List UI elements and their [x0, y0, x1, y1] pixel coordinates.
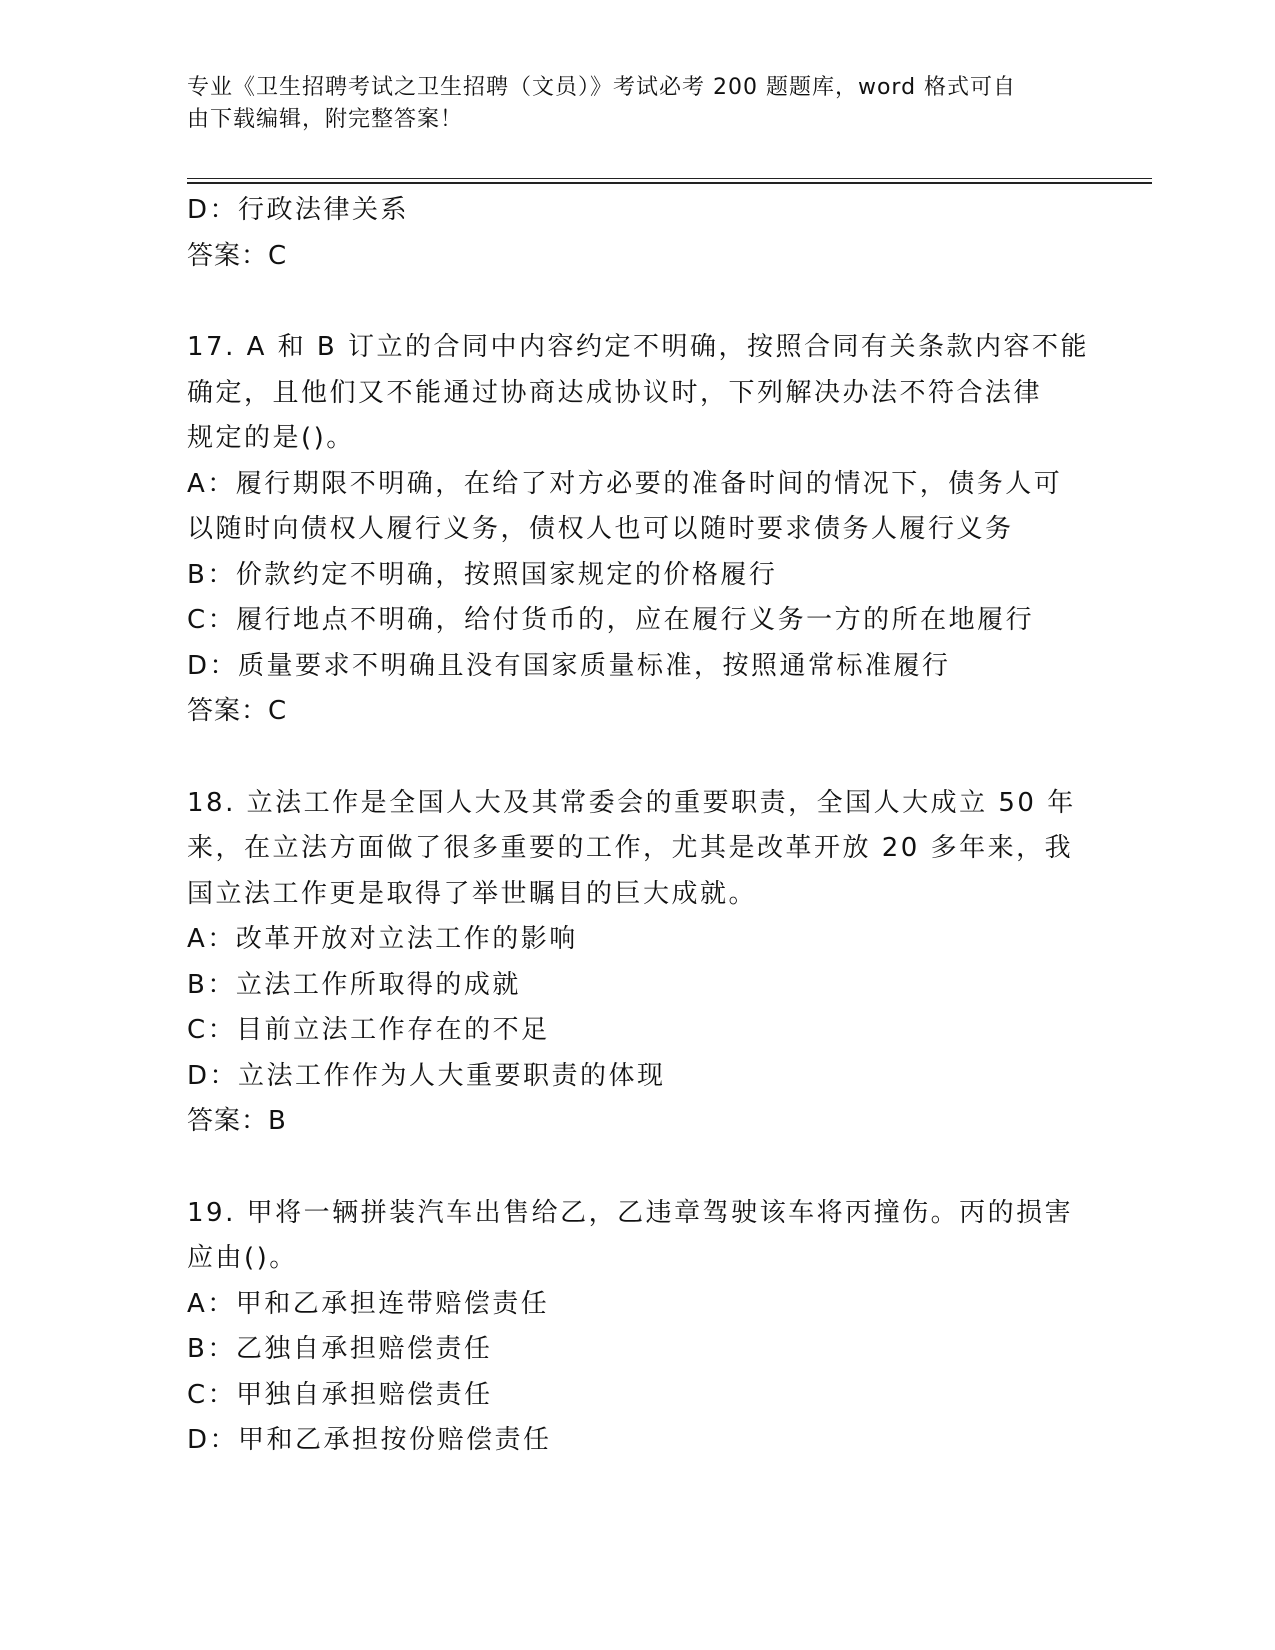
option-d: D：立法工作作为人大重要职责的体现: [187, 1060, 666, 1091]
header-line-1: 专业《卫生招聘考试之卫生招聘（文员）》考试必考 200 题题库，word 格式可自: [187, 75, 1017, 100]
header-line-2: 由下载编辑，附完整答案！: [187, 107, 464, 132]
answer-line: 答案：B: [187, 1106, 287, 1136]
question-stem-line: 17. A 和 B 订立的合同中内容约定不明确，按照合同有关条款内容不能: [187, 332, 1090, 362]
header-divider-thin: [187, 178, 1152, 179]
option-a-continued: 以随时向债权人履行义务，债权人也可以随时要求债务人履行义务: [187, 514, 1014, 544]
answer-line: 答案：C: [187, 696, 288, 726]
question-stem-line: 19. 甲将一辆拼装汽车出售给乙，乙违章驾驶该车将丙撞伤。丙的损害: [187, 1197, 1074, 1228]
question-stem-line: 来，在立法方面做了很多重要的工作，尤其是改革开放 20 多年来，我: [187, 833, 1074, 863]
option-c: C：甲独自承担赔偿责任: [187, 1379, 493, 1410]
spacer: [187, 1145, 1087, 1191]
question-19: [187, 1191, 1087, 1464]
question-stem-line: 规定的是()。: [187, 423, 355, 453]
option-b: B：价款约定不明确，按照国家规定的价格履行: [187, 559, 778, 590]
document-header: [187, 72, 1067, 136]
option-c: C：履行地点不明确，给付货币的，应在履行义务一方的所在地履行: [187, 605, 1035, 635]
document-body: [187, 188, 1090, 1464]
question-stem-line: 18. 立法工作是全国人大及其常委会的重要职责，全国人大成立 50 年: [187, 787, 1076, 818]
spacer: [187, 735, 1087, 781]
option-a: A：履行期限不明确，在给了对方必要的准备时间的情况下，债务人可: [187, 468, 1063, 499]
question-stem-line: 确定，且他们又不能通过协商达成协议时，下列解决办法不符合法律: [187, 377, 1043, 408]
option-a: A：改革开放对立法工作的影响: [187, 924, 578, 954]
spacer: [187, 279, 1087, 325]
previous-question-tail: [187, 188, 1087, 279]
option-b: B：立法工作所取得的成就: [187, 969, 521, 1000]
option-a: A：甲和乙承担连带赔偿责任: [187, 1288, 550, 1319]
header-divider-thick: [187, 182, 1152, 184]
option-d: D：质量要求不明确且没有国家质量标准，按照通常标准履行: [187, 650, 951, 681]
option-b: B：乙独自承担赔偿责任: [187, 1334, 493, 1364]
option-d: D：行政法律关系: [187, 195, 410, 225]
question-stem-line: 应由()。: [187, 1243, 298, 1273]
answer-line: 答案：C: [187, 240, 288, 271]
option-c: C：目前立法工作存在的不足: [187, 1015, 550, 1045]
question-stem-line: 国立法工作更是取得了举世瞩目的巨大成就。: [187, 878, 758, 909]
option-d: D：甲和乙承担按份赔偿责任: [187, 1425, 552, 1455]
question-17: [187, 325, 1090, 735]
question-18: [187, 781, 1087, 1145]
